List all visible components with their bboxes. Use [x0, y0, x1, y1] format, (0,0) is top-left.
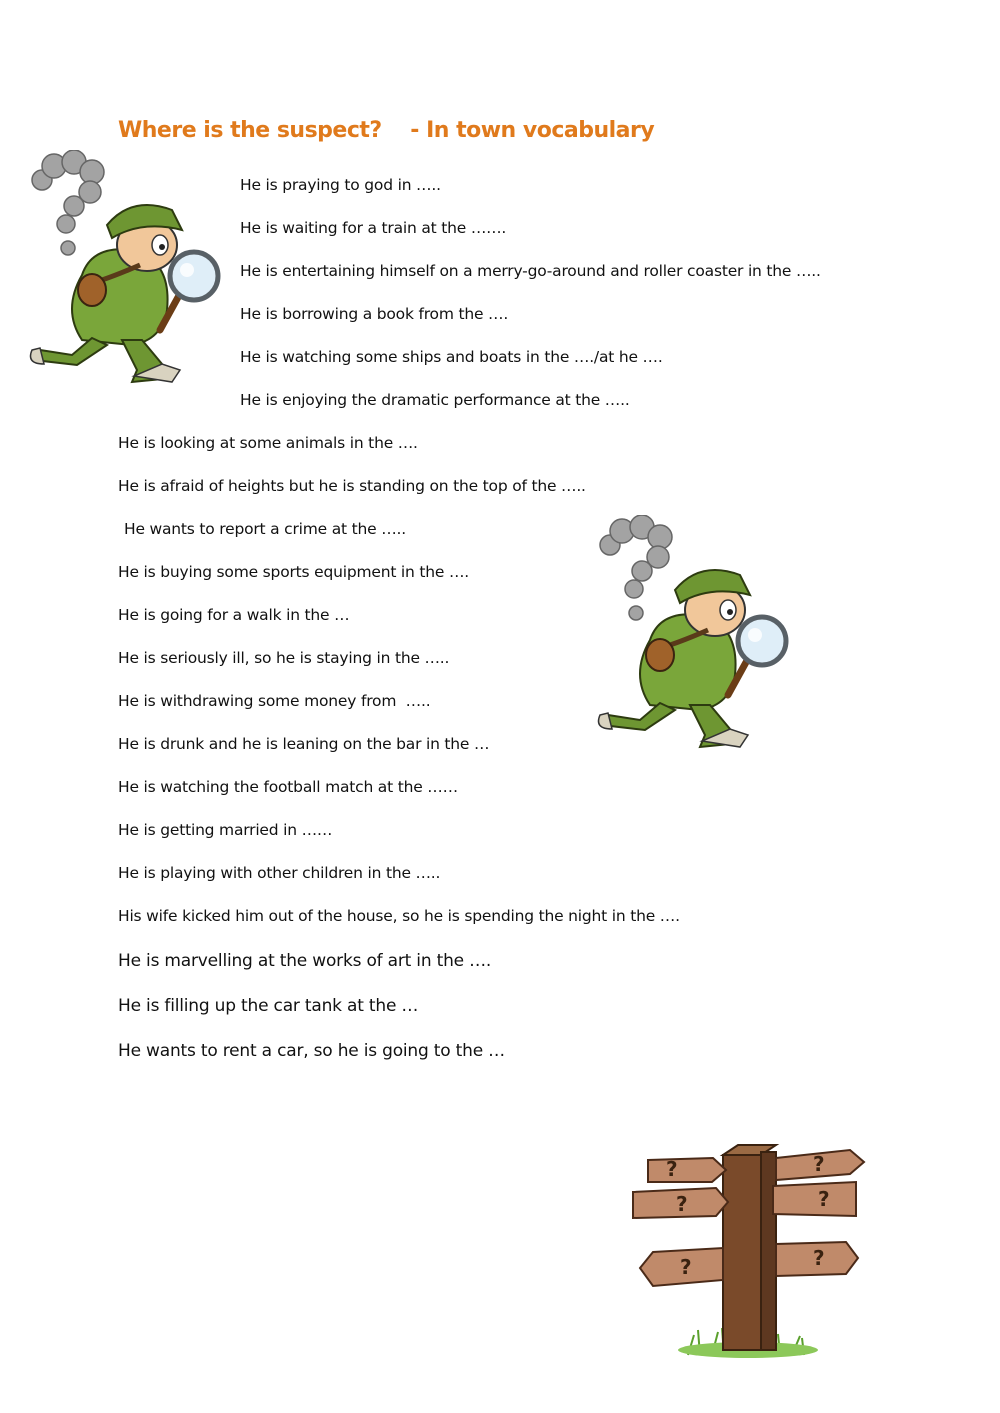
signpost-mark: ? [680, 1255, 692, 1279]
smoke-question-mark-icon [32, 150, 104, 255]
sentence-line: He is buying some sports equipment in the …. [118, 563, 469, 581]
signpost-mark: ? [666, 1157, 678, 1181]
sentence-line: He is seriously ill, so he is staying in the ….. [118, 649, 450, 667]
sentence-line: He is drunk and he is leaning on the bar in the … [118, 735, 490, 753]
sentence-line: He is looking at some animals in the …. [118, 434, 418, 452]
signpost-mark: ? [813, 1152, 825, 1176]
sentence-line: He is marvelling at the works of art in the …. [118, 951, 492, 971]
sentence-line: He is enjoying the dramatic performance at the ….. [240, 391, 630, 409]
signpost-illustration [628, 1140, 868, 1365]
signpost-mark: ? [676, 1192, 688, 1216]
sentence-line: He is waiting for a train at the ……. [240, 219, 507, 237]
sentence-line: He is praying to god in ….. [240, 176, 441, 194]
sentence-line: He is borrowing a book from the …. [240, 305, 509, 323]
sentence-line: He is entertaining himself on a merry-go-around and roller coaster in the ….. [240, 262, 821, 280]
sentence-line: He is going for a walk in the … [118, 606, 350, 624]
sentence-line: He is afraid of heights but he is standing on the top of the ….. [118, 477, 586, 495]
detective-illustration-middle [590, 515, 790, 755]
smoke-question-mark-icon [600, 515, 672, 620]
worksheet-title: Where is the suspect? - In town vocabulary [118, 118, 655, 143]
sentence-line: His wife kicked him out of the house, so he is spending the night in the …. [118, 907, 680, 925]
sentence-line: He wants to report a crime at the ….. [124, 520, 406, 538]
sentence-line: He is playing with other children in the ….. [118, 864, 441, 882]
sentence-line: He is getting married in …… [118, 821, 333, 839]
signpost-mark: ? [818, 1187, 830, 1211]
sentence-line: He is watching the football match at the …… [118, 778, 458, 796]
sentence-line: He is watching some ships and boats in the …./at he …. [240, 348, 663, 366]
signpost-mark: ? [813, 1246, 825, 1270]
sentence-line: He is filling up the car tank at the … [118, 996, 419, 1016]
detective-illustration-top [22, 150, 222, 390]
sentence-line: He wants to rent a car, so he is going to the … [118, 1041, 505, 1061]
sentence-line: He is withdrawing some money from ….. [118, 692, 431, 710]
